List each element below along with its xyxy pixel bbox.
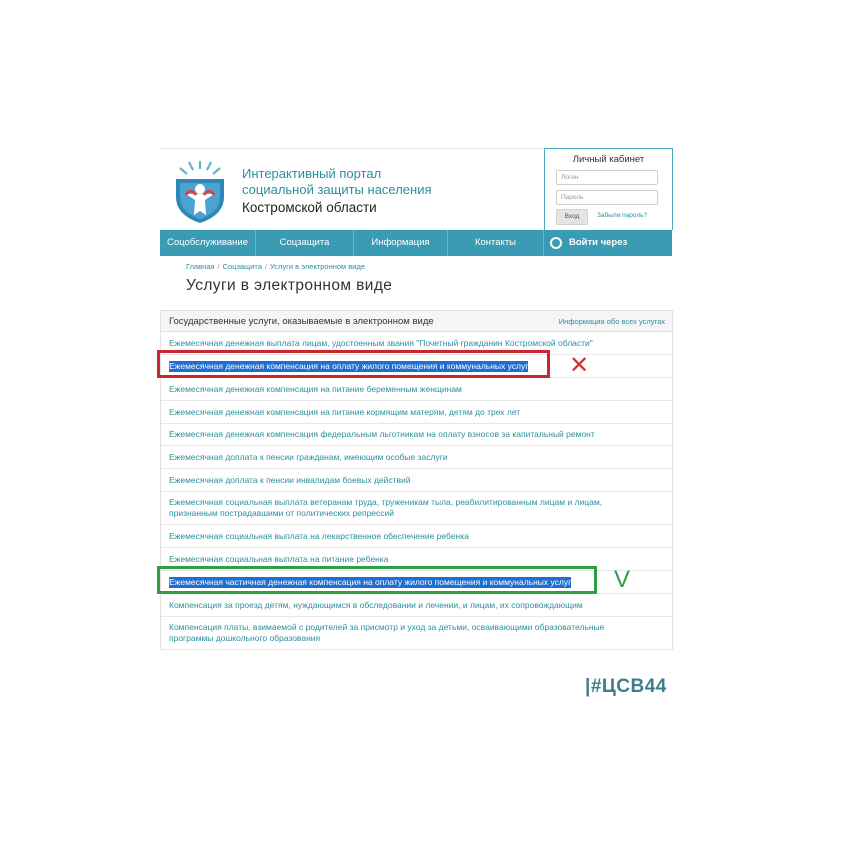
gosuslugi-icon (550, 237, 562, 249)
service-link[interactable]: Ежемесячная социальная выплата ветеранам труда, труженикам тыла, реабилитированным лицам и лицам, признанным пострадавшими от политических репрессий (169, 497, 603, 518)
wrong-choice-frame (157, 350, 550, 378)
gosuslugi-label: Войти через госуслуги (569, 237, 628, 274)
nav-item-socservice[interactable]: Соцобслуживание (160, 230, 256, 256)
forgot-password-link[interactable]: Забыли пароль? (597, 212, 648, 219)
service-link[interactable]: Ежемесячная денежная компенсация на оплату жилого помещения и коммунальных услуг (169, 360, 529, 371)
breadcrumb-home[interactable]: Главная (186, 262, 215, 271)
service-item[interactable] (161, 424, 672, 446)
service-link[interactable]: Ежемесячная социальная выплата на питание ребенка (169, 553, 389, 564)
service-link[interactable]: Ежемесячная социальная выплата на лекарственное обеспечение ребенка (169, 530, 469, 541)
portal-logo-icon (172, 159, 228, 225)
page-title: Услуги в электронном виде (186, 277, 393, 294)
login-input[interactable]: Логин (556, 170, 658, 185)
service-link[interactable]: Компенсация за проезд детям, нуждающимся в обследовании и лечении, и лицам, их сопровождающим (169, 599, 583, 610)
breadcrumb (186, 262, 365, 271)
portal-title-line3: Костромской области (242, 200, 377, 215)
service-link[interactable]: Компенсация платы, взимаемой с родителей за присмотр и уход за детьми, осваивающими образовательные программы дошкольного образования (169, 622, 605, 643)
service-link[interactable]: Ежемесячная денежная компенсация на питание кормящим матерям, детям до трех лет (169, 406, 521, 417)
gosuslugi-login-button[interactable] (544, 230, 672, 274)
breadcrumb-current[interactable]: Услуги в электронном виде (270, 262, 366, 271)
service-item[interactable] (161, 446, 672, 469)
nav-item-contacts[interactable]: Контакты (448, 230, 544, 256)
services-panel-title: Государственные услуги, оказываемые в электронном виде (169, 316, 434, 327)
service-link[interactable]: Ежемесячная денежная компенсация на питание беременным женщинам (169, 383, 462, 394)
breadcrumb-separator: / (217, 262, 220, 271)
service-item[interactable] (161, 525, 672, 548)
service-link[interactable]: Ежемесячная денежная выплата лицам, удостоенным звания "Почетный гражданин Костромской области" (169, 337, 593, 348)
portal-title-line2: социальной защиты населения (242, 182, 432, 197)
header (160, 148, 544, 231)
service-link[interactable]: Ежемесячная доплата к пенсии инвалидам боевых действий (169, 474, 411, 485)
nav-item-soczashita[interactable]: Соцзащита (256, 230, 354, 256)
service-item[interactable] (161, 401, 672, 424)
password-input[interactable]: Пароль (556, 190, 658, 205)
wrong-cross-icon: ✕ (569, 352, 590, 379)
nav-item-information[interactable]: Информация (354, 230, 448, 256)
service-item[interactable] (161, 469, 672, 492)
personal-cabinet (544, 148, 673, 230)
all-services-info-link[interactable]: Информация обо всех услугах (558, 317, 665, 326)
breadcrumb-separator: / (264, 262, 268, 271)
correct-check-icon: V (614, 566, 631, 593)
service-item[interactable] (161, 378, 672, 401)
service-link[interactable]: Ежемесячная частичная денежная компенсация на оплату жилого помещения и коммунальных услуг (169, 576, 572, 587)
cabinet-title: Личный кабинет (572, 154, 645, 165)
service-link[interactable]: Ежемесячная доплата к пенсии гражданам, имеющим особые заслуги (169, 451, 448, 462)
service-item[interactable] (161, 617, 672, 650)
portal-title (242, 166, 432, 216)
service-item[interactable] (161, 594, 672, 617)
portal-title-line1: Интерактивный портал (242, 166, 382, 181)
login-button[interactable]: Вход (556, 209, 588, 225)
breadcrumb-soczashita[interactable]: Соцзащита (222, 262, 262, 271)
services-panel-header (161, 311, 672, 332)
correct-choice-frame (157, 566, 597, 594)
hashtag-label: |#ЦСВ44 (585, 676, 667, 697)
service-link[interactable]: Ежемесячная денежная компенсация федеральным льготникам на оплату взносов за капитальный ремонт (169, 429, 595, 439)
service-item[interactable] (161, 492, 672, 525)
